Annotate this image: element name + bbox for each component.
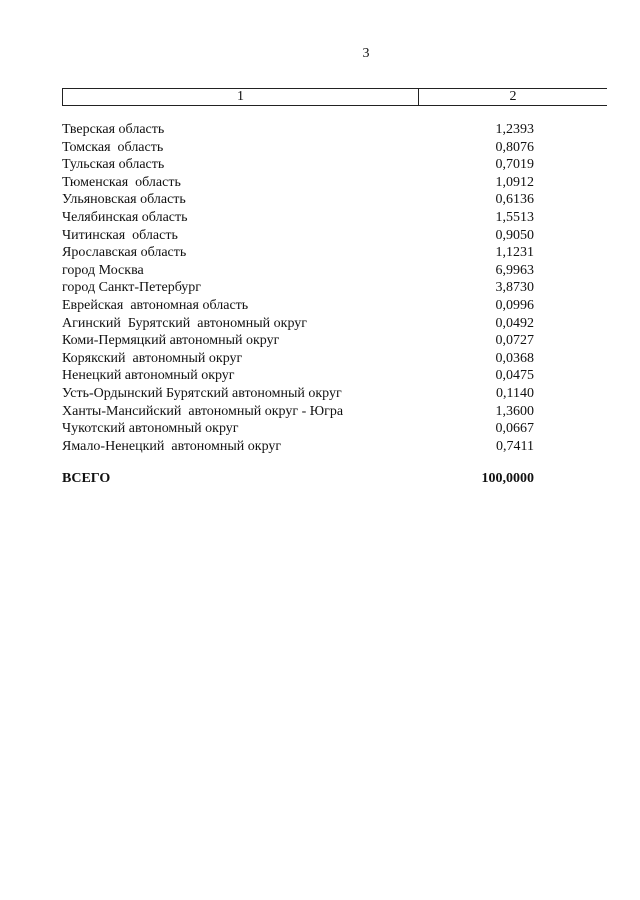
table-row [62, 279, 534, 297]
region-name: Тюменская область [62, 174, 181, 190]
table-row [62, 332, 534, 350]
region-value: 0,9050 [495, 227, 534, 243]
region-name: Тверская область [62, 122, 165, 137]
region-name: Читинская область [62, 227, 178, 243]
table-row [62, 438, 534, 456]
region-value: 3,8730 [495, 280, 534, 296]
region-value: 6,9963 [495, 262, 534, 278]
region-name: Челябинская область [62, 209, 188, 225]
table-row [62, 315, 534, 333]
table-row [62, 262, 534, 280]
region-name: город Москва [62, 262, 144, 278]
region-value: 0,0667 [495, 421, 534, 437]
table-row [62, 191, 534, 209]
region-value: 0,6136 [495, 192, 534, 208]
region-value: 0,0368 [495, 350, 534, 366]
region-list [62, 121, 534, 455]
table-header [62, 88, 607, 106]
region-name: Чукотский автономный округ [62, 421, 239, 437]
region-name: Агинский Бурятский автономный округ [62, 315, 307, 331]
region-value: 1,5513 [495, 209, 534, 225]
table-row [62, 121, 534, 139]
total-row [62, 470, 534, 488]
total-value: 100,0000 [481, 471, 534, 486]
table-header-col-1: 1 [63, 89, 419, 105]
table-row [62, 385, 534, 403]
table-header-col-2: 2 [509, 89, 517, 104]
region-name: Еврейская автономная область [62, 297, 249, 313]
region-name: Ненецкий автономный округ [62, 368, 235, 384]
table-row [62, 227, 534, 245]
region-name: Ярославская область [62, 245, 187, 261]
table-row [62, 297, 534, 315]
table-row [62, 174, 534, 192]
page-number: 3 [362, 46, 370, 61]
table-row [62, 403, 534, 421]
table-row [62, 420, 534, 438]
region-value: 0,0996 [495, 297, 534, 313]
table-row [62, 209, 534, 227]
region-value: 0,1140 [496, 385, 534, 401]
region-name: Усть-Ордынский Бурятский автономный округ [62, 385, 342, 401]
region-name: Ханты-Мансийский автономный округ - Югра [62, 403, 344, 419]
region-value: 0,0727 [495, 333, 534, 349]
region-value: 0,8076 [495, 139, 534, 155]
table-row [62, 350, 534, 368]
region-value: 0,0492 [495, 315, 534, 331]
region-value: 1,3600 [495, 403, 534, 419]
region-name: Ульяновская область [62, 192, 186, 208]
region-value: 0,7411 [496, 438, 534, 454]
table-row [62, 156, 534, 174]
region-value: 0,0475 [495, 368, 534, 384]
total-label: ВСЕГО [62, 471, 111, 486]
region-name: город Санкт-Петербург [62, 280, 202, 296]
table-row [62, 367, 534, 385]
region-value: 0,7019 [495, 157, 534, 173]
region-name: Коми-Пермяцкий автономный округ [62, 333, 280, 349]
table-row [62, 139, 534, 157]
table-row [62, 244, 534, 262]
region-value: 1,2393 [495, 122, 534, 137]
region-value: 1,1231 [495, 245, 534, 261]
region-name: Тульская область [62, 157, 165, 173]
region-name: Ямало-Ненецкий автономный округ [62, 438, 282, 454]
region-value: 1,0912 [495, 174, 534, 190]
region-name: Томская область [62, 139, 164, 155]
region-name: Корякский автономный округ [62, 350, 243, 366]
